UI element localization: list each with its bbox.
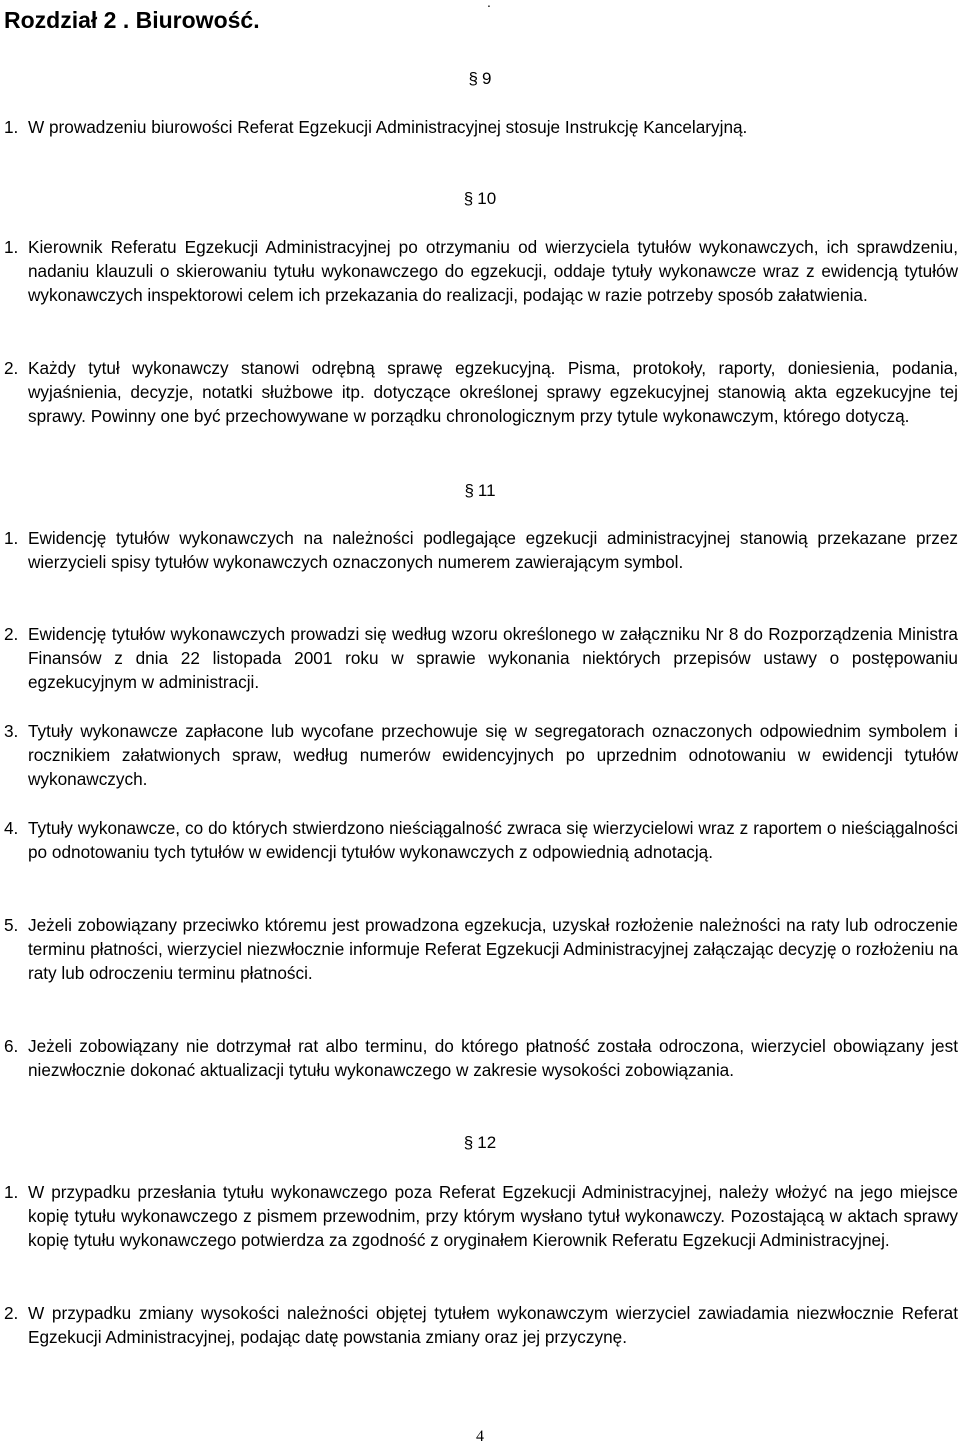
paragraph-label: 1. — [4, 117, 19, 137]
paragraph-9-1 — [0, 115, 958, 139]
page-number: 4 — [476, 1428, 484, 1445]
paragraph-text: Ewidencję tytułów wykonawczych na należności podlegające egzekucji administracyjnej stanowią przekazane przez wierzycieli spisy tytułów wykonawczych oznaczonych numerem zawierającym symbol. — [28, 528, 958, 573]
section-sign: § — [464, 481, 474, 500]
paragraph-label: 1. — [4, 1182, 19, 1202]
paragraph-label: 1. — [4, 237, 19, 257]
section-number: 9 — [482, 69, 492, 88]
section-sign: § — [463, 189, 474, 208]
paragraph-11-6 — [0, 1034, 958, 1082]
paragraph-label: 5. — [4, 915, 19, 935]
paragraph-12-1 — [0, 1180, 958, 1253]
paragraph-text: W prowadzeniu biurowości Referat Egzekucji Administracyjnej stosuje Instrukcję Kancelaryjną. — [28, 117, 748, 137]
chapter-title: Rozdział 2 . Biurowość. — [4, 7, 260, 33]
paragraph-text: W przypadku przesłania tytułu wykonawczego poza Referat Egzekucji Administracyjnej, należy włożyć na jego miejsce kopię tytułu wykonawczego z pismem przewodnim, przy którym wysłano tytuł wykonawczy. Pozostającą w aktach sprawy kopię tytułu wykonawczego potwierdza za zgodność z oryginałem Kierownik Referatu Egzekucji Administracyjnej. — [28, 1182, 958, 1251]
section-number: 12 — [477, 1133, 497, 1152]
paragraph-text: Tytuły wykonawcze, co do których stwierdzono nieściągalność zwraca się wierzycielowi wraz z raportem o nieściągalności po odnotowaniu tych tytułów w ewidencji tytułów wykonawczych z odpowiednią adnotacją. — [28, 818, 958, 863]
section-heading-9 — [0, 68, 960, 90]
paragraph-11-4 — [0, 816, 958, 864]
paragraph-label: 6. — [4, 1036, 19, 1056]
paragraph-text: Każdy tytuł wykonawczy stanowi odrębną sprawę egzekucyjną. Pisma, protokoły, raporty, doniesienia, podania, wyjaśnienia, decyzje, notatki służbowe itp. dotyczące określonej sprawy egzekucyjnej stanowią akta egzekucyjne tej sprawy. Powinny one być przechowywane w porządku chronologicznym przy tytule wykonawczym, którego dotyczą. — [28, 358, 958, 427]
paragraph-text: Tytuły wykonawcze zapłacone lub wycofane przechowuje się w segregatorach oznaczonych odpowiednim symbolem i rocznikiem załatwionych spraw, według numerów ewidencyjnych po uprzednim odnotowaniu w ewidencji tytułów wykonawczych. — [28, 721, 958, 790]
paragraph-10-1 — [0, 235, 958, 308]
section-heading-12 — [0, 1132, 960, 1154]
paragraph-text: Jeżeli zobowiązany nie dotrzymał rat albo terminu, do którego płatność została odroczona, wierzyciel obowiązany jest niezwłocznie dokonać aktualizacji tytułu wykonawczego w zakresie wysokości zobowiązania. — [28, 1036, 958, 1081]
paragraph-10-2 — [0, 356, 958, 429]
paragraph-text: W przypadku zmiany wysokości należności objętej tytułem wykonawczym wierzyciel zawiadamia niezwłocznie Referat Egzekucji Administracyjnej, podając datę powstania zmiany oraz jej przyczynę. — [28, 1303, 958, 1348]
top-mark: . — [487, 0, 491, 10]
section-sign: § — [463, 1133, 474, 1152]
paragraph-label: 1. — [4, 528, 19, 548]
paragraph-text: Jeżeli zobowiązany przeciwko któremu jest prowadzona egzekucja, uzyskał rozłożenie należności na raty lub odroczenie terminu płatności, wierzyciel niezwłocznie informuje Referat Egzekucji Administracyjnej załączając decyzję o rozłożeniu na raty lub odroczeniu terminu płatności. — [28, 915, 958, 984]
paragraph-text: Ewidencję tytułów wykonawczych prowadzi się według wzoru określonego w załączniku Nr 8 do Rozporządzenia Ministra Finansów z dnia 22 listopada 2001 roku w sprawie wykonania niektórych przepisów ustawy o postępowaniu egzekucyjnym w administracji. — [28, 624, 958, 693]
section-heading-11 — [0, 480, 960, 502]
paragraph-12-2 — [0, 1301, 958, 1349]
paragraph-label: 4. — [4, 818, 19, 838]
paragraph-label: 3. — [4, 721, 19, 741]
section-heading-10 — [0, 188, 960, 210]
section-sign: § — [468, 69, 478, 88]
paragraph-text: Kierownik Referatu Egzekucji Administracyjnej po otrzymaniu od wierzyciela tytułów wykonawczych, ich sprawdzeniu, nadaniu klauzuli o skierowaniu tytułu wykonawczego do egzekucji, oddaje tytuły wykonawcze wraz z ewidencją tytułów wykonawczych inspektorowi celem ich przekazania do realizacji, podając w razie potrzeby sposób załatwienia. — [28, 237, 958, 306]
paragraph-11-5 — [0, 913, 958, 986]
paragraph-label: 2. — [4, 1303, 19, 1323]
paragraph-11-2 — [0, 622, 958, 695]
paragraph-label: 2. — [4, 358, 19, 378]
section-number: 11 — [477, 481, 496, 500]
section-number: 10 — [477, 189, 497, 208]
paragraph-label: 2. — [4, 624, 19, 644]
paragraph-11-1 — [0, 526, 958, 574]
paragraph-11-3 — [0, 719, 958, 792]
